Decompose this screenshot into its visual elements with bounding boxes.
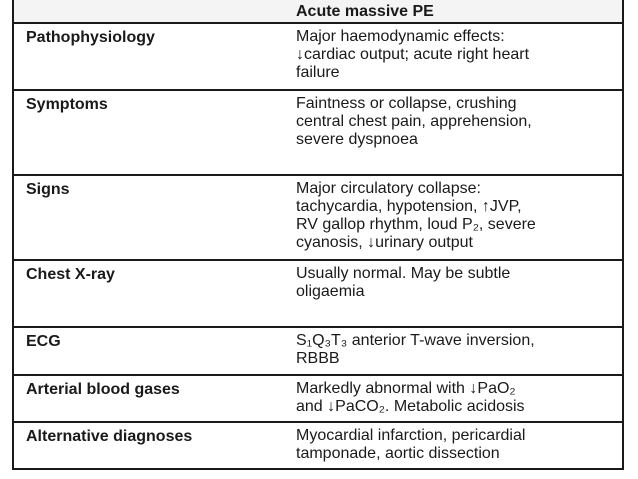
row-label: Signs bbox=[26, 181, 70, 198]
row-text: S₁Q₃T₃ anterior T-wave inversion, RBBB bbox=[296, 332, 535, 367]
row-label: ECG bbox=[26, 333, 61, 350]
row-label: Alternative diagnoses bbox=[26, 428, 193, 445]
table-row bbox=[14, 91, 622, 176]
row-text: Myocardial infarction, pericardial tamponade, aortic dissection bbox=[296, 427, 526, 462]
table-row bbox=[14, 261, 622, 328]
table-row bbox=[14, 423, 622, 470]
row-text: Faintness or collapse, crushing central chest pain, apprehension, severe dyspnoea bbox=[296, 95, 532, 148]
row-label: Arterial blood gases bbox=[26, 381, 180, 398]
row-text: Major circulatory collapse: tachycardia, hypotension, ↑JVP, RV gallop rhythm, loud P₂, severe cyanosis, ↓urinary output bbox=[296, 180, 536, 251]
table-row bbox=[14, 376, 622, 423]
row-text: Major haemodynamic effects: ↓cardiac output; acute right heart failure bbox=[296, 28, 530, 81]
row-label: Pathophysiology bbox=[26, 29, 155, 46]
table-header-row bbox=[14, 0, 622, 24]
table-row bbox=[14, 24, 622, 91]
table-row bbox=[14, 328, 622, 376]
row-label: Chest X-ray bbox=[26, 266, 115, 283]
header-title: Acute massive PE bbox=[296, 3, 434, 20]
header-left-cell bbox=[14, 0, 284, 22]
table-row bbox=[14, 176, 622, 261]
row-text: Markedly abnormal with ↓PaO₂ and ↓PaCO₂. Metabolic acidosis bbox=[296, 380, 525, 415]
row-text: Usually normal. May be subtle oligaemia bbox=[296, 265, 511, 300]
row-label: Symptoms bbox=[26, 96, 108, 113]
pe-table bbox=[12, 0, 624, 470]
